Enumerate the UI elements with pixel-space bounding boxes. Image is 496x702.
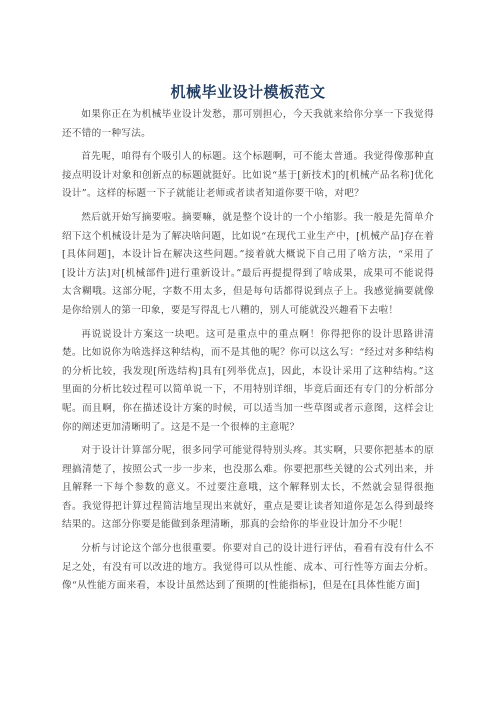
paragraph-intro: 如果你正在为机械毕业设计发愁，那可别担心，今天我就来给你分享一下我觉得还不错的一种写法。 — [62, 109, 434, 139]
document-body — [62, 106, 434, 601]
paragraph-design-calculation: 对于设计计算部分呢，很多同学可能觉得特别头疼。其实啊，只要你把基本的原理搞清楚了，按照公式一步一步来，也没那么难。你要把那些关键的公式列出来，并且解释一下每个参数的意义。不过要注意哦，这个解释别太长，不然就会显得很拖沓。我觉得把计算过程简洁地呈现出来就好，重点是要让读者知道你是怎么得到最终结果的。这部分你要是能做到条理清晰，那真的会给你的毕业设计加分不少呢！ — [62, 445, 434, 531]
paragraph-design-scheme: 再说说设计方案这一块吧。这可是重点中的重点啊！你得把你的设计思路讲清楚。比如说你为啥选择这种结构，而不是其他的呢？你可以这么写：“经过对多种结构的分析比较，我发现[所选结构]具有[列举优点]，因此，本设计采用了这种结构。”这里面的分析比较过程可以简单说一下，不用特别详细，毕竟后面还有专门的分析部分呢。而且啊，你在描述设计方案的时候，可以适当加一些草图或者示意图，这样会让你的阐述更加清晰明了。这是不是一个很棒的主意呢？ — [62, 328, 434, 433]
paragraph-title-advice: 首先呢，咱得有个吸引人的标题。这个标题啊，可不能太普通。我觉得像那种直接点明设计对象和创新点的标题就挺好。比如说“基于[新技术]的[机械产品名称]优化设计”。这样的标题一下子就能让老师或者读者知道你要干啥，对吧？ — [62, 151, 434, 200]
paragraph-abstract-advice: 然后就开始写摘要啦。摘要嘛，就是整个设计的一个小缩影。我一般是先简单介绍下这个机械设计是为了解决啥问题，比如说“在现代工业生产中，[机械产品]存在着[具体问题]，本设计旨在解决这些问题。”接着就大概说下自己用了啥方法，“采用了[设计方法]对[机械部件]进行重新设计。”最后再提提得到了啥成果，成果可不能说得太含糊哦。这部分呢，字数不用太多，但是每句话都得说到点子上。我感觉摘要就像是你给别人的第一印象，要是写得乱七八糟的，别人可能就没兴趣看下去啦！ — [62, 211, 434, 316]
paragraph-analysis-discussion: 分析与讨论这个部分也很重要。你要对自己的设计进行评估，看看有没有什么不足之处，有没有可以改进的地方。我觉得可以从性能、成本、可行性等方面去分析。像“从性能方面来看，本设计虽然达到了预期的[性能指标]，但是在[具体性能方面] — [62, 543, 434, 592]
document-title: 机械毕业设计模板范文 — [170, 83, 326, 101]
